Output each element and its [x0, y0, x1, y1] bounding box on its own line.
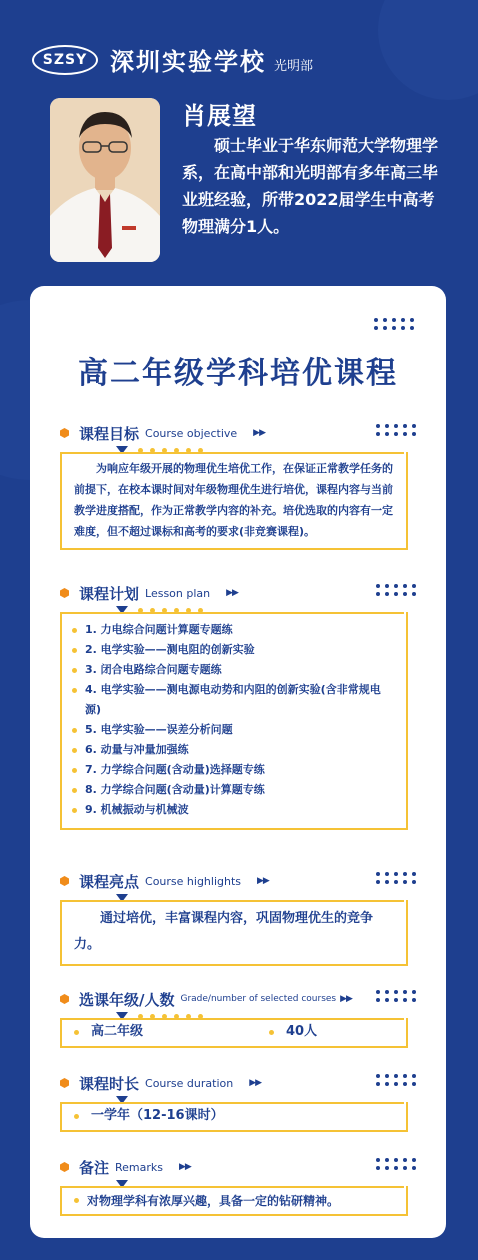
count-value: 40人 [286, 1024, 318, 1039]
teacher-portrait-illustration [50, 98, 160, 262]
school-logo: SZSY [32, 45, 98, 75]
duration-box [60, 1102, 408, 1132]
decor-dots [376, 1074, 416, 1086]
remarks-title: 备注 [79, 1158, 110, 1177]
objective-title: 课程目标 [79, 424, 140, 443]
decor-dots [376, 584, 416, 596]
duration-value: 一学年（12-16课时） [91, 1108, 224, 1123]
teacher-name: 肖展望 [182, 102, 257, 130]
hexagon-icon [60, 588, 69, 598]
plan-item: 6. 动量与冲量加强练 [72, 740, 396, 760]
plan-item: 2. 电学实验——测电阻的创新实验 [72, 640, 396, 660]
double-arrow-icon: ▶▶ [179, 1162, 191, 1172]
hexagon-icon [60, 1162, 69, 1172]
section-highlights [60, 870, 416, 952]
teacher-photo [50, 98, 160, 262]
plan-item: 7. 力学综合问题(含动量)选择题专练 [72, 760, 396, 780]
section-remarks [60, 1156, 416, 1208]
decor-dots [374, 318, 414, 330]
hexagon-icon [60, 428, 69, 438]
plan-item: 3. 闭合电路综合问题专题练 [72, 660, 396, 680]
grade-value: 高二年级 [91, 1024, 144, 1039]
course-main-title: 高二年级学科培优课程 [78, 356, 398, 391]
double-arrow-icon: ▶▶ [253, 428, 265, 438]
hexagon-icon [60, 994, 69, 1004]
plan-item: 5. 电学实验——误差分析问题 [72, 720, 396, 740]
teacher-bio: 硕士毕业于华东师范大学物理学系，在高中部和光明部有多年高三毕业班经验，所带2022届学生中高考物理满分1人。 [182, 136, 439, 236]
highlights-en: Course highlights [145, 874, 242, 888]
decor-dots [376, 872, 416, 884]
remarks-box [60, 1186, 408, 1216]
objective-text: 为响应年级开展的物理优生培优工作，在保证正常教学任务的前提下，在校本课时间对年级物理优生进行培优，课程内容与当前教学进度搭配，作为正常教学内容的补充。培优选取的内容有一定难度，但不超过课标和高考的要求(非竞赛课程)。 [74, 462, 393, 538]
decor-dots [376, 990, 416, 1002]
section-grade [60, 988, 416, 1039]
decor-dots [376, 424, 416, 436]
section-duration [60, 1072, 416, 1123]
plan-title: 课程计划 [79, 584, 140, 603]
remarks-en: Remarks [115, 1160, 164, 1174]
grade-box [60, 1018, 408, 1048]
school-branch: 光明部 [274, 59, 314, 74]
plan-en: Lesson plan [145, 586, 211, 600]
duration-en: Course duration [145, 1076, 234, 1090]
plan-item: 9. 机械振动与机械波 [72, 800, 396, 820]
hexagon-icon [60, 876, 69, 886]
grade-title: 选课年级/人数 [79, 990, 175, 1009]
highlights-title: 课程亮点 [79, 872, 140, 891]
highlights-box [60, 900, 408, 966]
school-name: 深圳实验学校 [110, 47, 266, 76]
plan-item: 4. 电学实验——测电源电动势和内阻的创新实验(含非常规电源) [72, 680, 396, 720]
double-arrow-icon: ▶▶ [257, 876, 269, 886]
duration-title: 课程时长 [79, 1074, 140, 1093]
objective-en: Course objective [145, 426, 238, 440]
hexagon-icon [60, 1078, 69, 1088]
remarks-value: 对物理学科有浓厚兴趣，具备一定的钻研精神。 [87, 1193, 340, 1208]
decor-dots [376, 1158, 416, 1170]
school-header [32, 42, 313, 77]
plan-item: 1. 力电综合问题计算题专题练 [72, 620, 396, 640]
plan-item: 8. 力学综合问题(含动量)计算题专练 [72, 780, 396, 800]
highlights-text: 通过培优，丰富课程内容，巩固物理优生的竞争力。 [74, 911, 374, 952]
double-arrow-icon: ▶▶ [249, 1078, 262, 1088]
double-arrow-icon: ▶▶ [340, 994, 352, 1004]
course-card [30, 286, 446, 1238]
background-circle [378, 0, 478, 100]
plan-box [60, 612, 408, 830]
grade-en: Grade/number of selected courses [180, 994, 337, 1004]
section-plan [60, 582, 416, 816]
objective-box [60, 452, 408, 550]
section-objective [60, 422, 416, 538]
double-arrow-icon: ▶▶ [226, 588, 238, 598]
